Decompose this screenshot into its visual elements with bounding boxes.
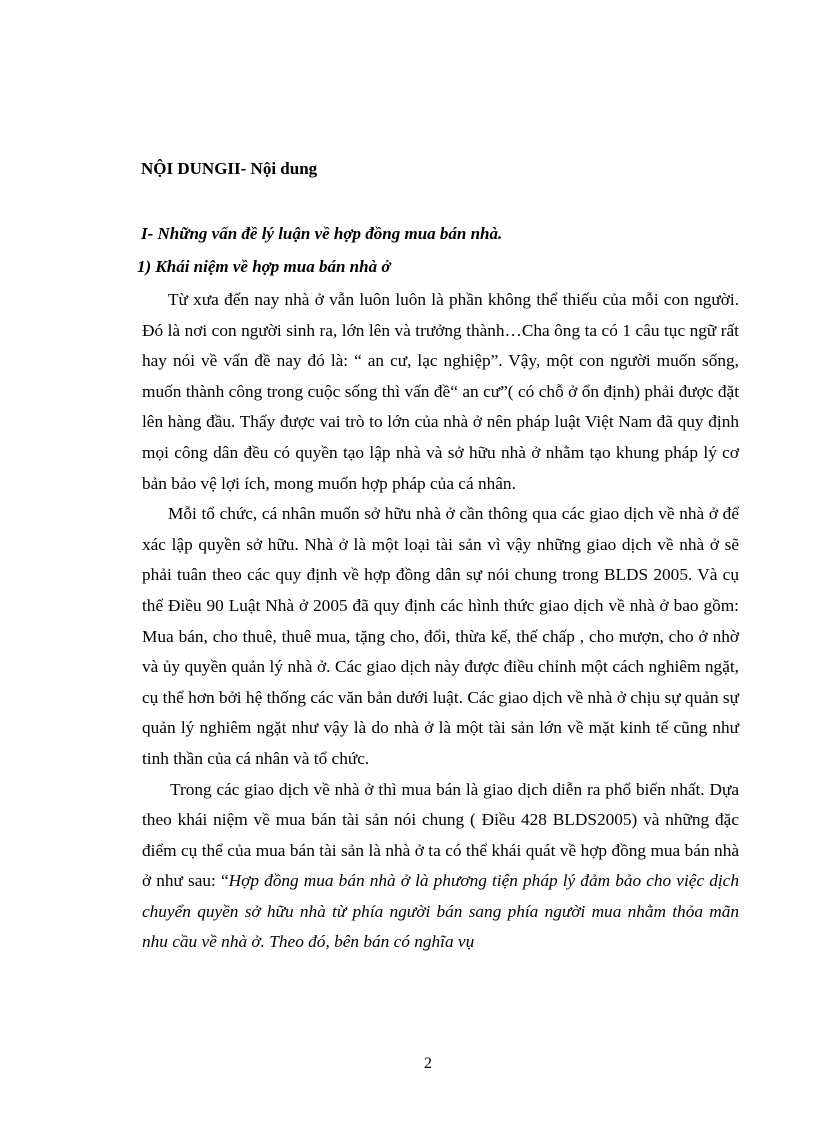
section-heading: I- Những vấn đề lý luận về hợp đồng mua bán nhà. — [141, 224, 503, 243]
paragraph-2: Mỗi tổ chức, cá nhân muốn sở hữu nhà ở cần thông qua các giao dịch về nhà ở để xác lập quyền sở hữu. Nhà ở là một loại tài sản vì vậy những giao dịch về nhà ở sẽ phải tuân theo các quy định về hợp đồng dân sự nói chung trong BLDS 2005. Và cụ thể Điều 90 Luật Nhà ở 2005 đã quy định các hình thức giao dịch về nhà ở bao gồm: Mua bán, cho thuê, thuê mua, tặng cho, đổi, thừa kế, thế chấp , cho mượn, cho ở nhờ và ủy quyền quản lý nhà ở. Các giao dịch này được điều chỉnh một cách nghiêm ngặt, cụ thể hơn bởi hệ thống các văn bản dưới luật. Các giao dịch về nhà ở chịu sự quản sự quản lý nghiêm ngặt như vậy là do nhà ở là một tài sản lớn về mặt kinh tế cũng như tinh thần của cá nhân và tổ chức. — [142, 504, 739, 768]
paragraph-1: Từ xưa đến nay nhà ở vẫn luôn luôn là phần không thể thiếu của mỗi con người. Đó là nơi con người sinh ra, lớn lên và trưởng thành…Cha ông ta có 1 câu tục ngữ rất hay nói về vấn đề nay đó là: “ an cư, lạc nghiệp”. Vậy, một con người muốn sống, muốn thành công trong cuộc sống thì vấn đề“ an cư”( có chỗ ở ổn định) phải được đặt lên hàng đầu. Thấy được vai trò to lớn của nhà ở nên pháp luật Việt Nam đã quy định mọi công dân đều có quyền tạo lập nhà và sở hữu nhà ở nhằm tạo khung pháp lý cơ bản bảo vệ lợi ích, mong muốn hợp pháp của cá nhân. — [142, 290, 739, 493]
page-number: 2 — [424, 1055, 432, 1072]
paragraph-3 — [142, 775, 739, 959]
body-text — [142, 285, 739, 958]
main-heading: NỘI DUNGII- Nội dung — [141, 159, 318, 178]
subsection-heading: 1) Khái niệm về hợp mua bán nhà ở — [137, 257, 391, 276]
paragraph-3-italic-text: Hợp đồng mua bán nhà ở là phương tiện pháp lý đảm bảo cho việc dịch chuyển quyền sở hữu nhà từ phía người bán sang phía người mua nhằm thỏa mãn nhu cầu về nhà ở. Theo đó, bên bán có nghĩa vụ — [142, 871, 739, 952]
paragraph-3-text: Trong các giao dịch về nhà ở thì mua bán là giao dịch diễn ra phổ biến nhất. Dựa theo khái niệm về mua bán tài sản nói chung ( Điều 428 BLDS2005) và những đặc điểm cụ thể của mua bán tài sản là nhà ở ta có thể khái quát về hợp đồng mua bán nhà ở như sau: “ — [142, 779, 739, 891]
